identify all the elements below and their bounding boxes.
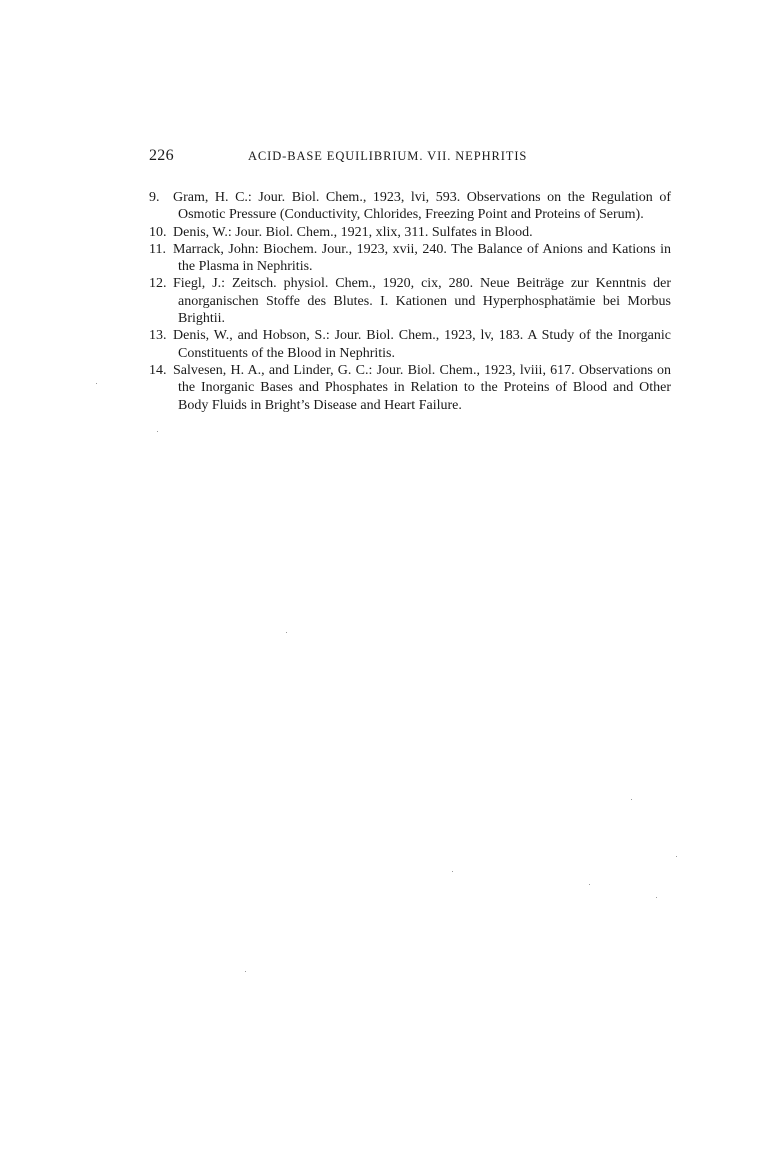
scan-speck: [656, 897, 657, 898]
scan-speck: [676, 856, 677, 857]
reference-text: Fiegl, J.: Zeitsch. physiol. Chem., 1920, cix, 280. Neue Beiträge zur Kenntnis der anorganischen Stoffe des Blutes. I. Kationen und Hyperphosphatämie bei Morbus Brightii.: [173, 276, 671, 327]
page-number: 226: [149, 147, 174, 164]
scan-speck: [631, 799, 632, 800]
reference-item: [149, 362, 671, 414]
scan-speck: [157, 431, 158, 432]
reference-text: Denis, W., and Hobson, S.: Jour. Biol. Chem., 1923, lv, 183. A Study of the Inorganic Constituents of the Blood in Nephritis.: [173, 328, 671, 361]
reference-item: [149, 189, 671, 224]
scan-speck: [96, 383, 97, 384]
reference-item: [149, 241, 671, 276]
scan-speck: [286, 632, 287, 633]
reference-item: [149, 327, 671, 362]
reference-item: [149, 224, 671, 241]
reference-number: 11.: [149, 241, 166, 257]
reference-text: Denis, W.: Jour. Biol. Chem., 1921, xlix, 311. Sulfates in Blood.: [173, 224, 533, 240]
reference-number: 12.: [149, 276, 167, 292]
reference-text: Salvesen, H. A., and Linder, G. C.: Jour. Biol. Chem., 1923, lviii, 617. Observations on the Inorganic Bases and Phosphates in Relation to the Proteins of Blood and Other Body Fluids in Bright’s Disease and Heart Failure.: [173, 362, 671, 413]
reference-item: [149, 275, 671, 327]
reference-number: 13.: [149, 328, 167, 344]
scan-speck: [589, 884, 590, 885]
page-header: [149, 147, 669, 167]
scan-speck: [452, 871, 453, 872]
reference-list: [149, 189, 671, 414]
reference-text: Gram, H. C.: Jour. Biol. Chem., 1923, lvi, 593. Observations on the Regulation of Osmotic Pressure (Conductivity, Chlorides, Freezing Point and Proteins of Serum).: [173, 190, 671, 223]
reference-number: 14.: [149, 362, 167, 378]
scan-speck: [245, 971, 246, 972]
reference-number: 10.: [149, 224, 167, 240]
reference-text: Marrack, John: Biochem. Jour., 1923, xvii, 240. The Balance of Anions and Kations in the Plasma in Nephritis.: [173, 241, 671, 275]
reference-number: 9.: [149, 190, 160, 205]
running-title: ACID-BASE EQUILIBRIUM. VII. NEPHRITIS: [248, 149, 528, 163]
